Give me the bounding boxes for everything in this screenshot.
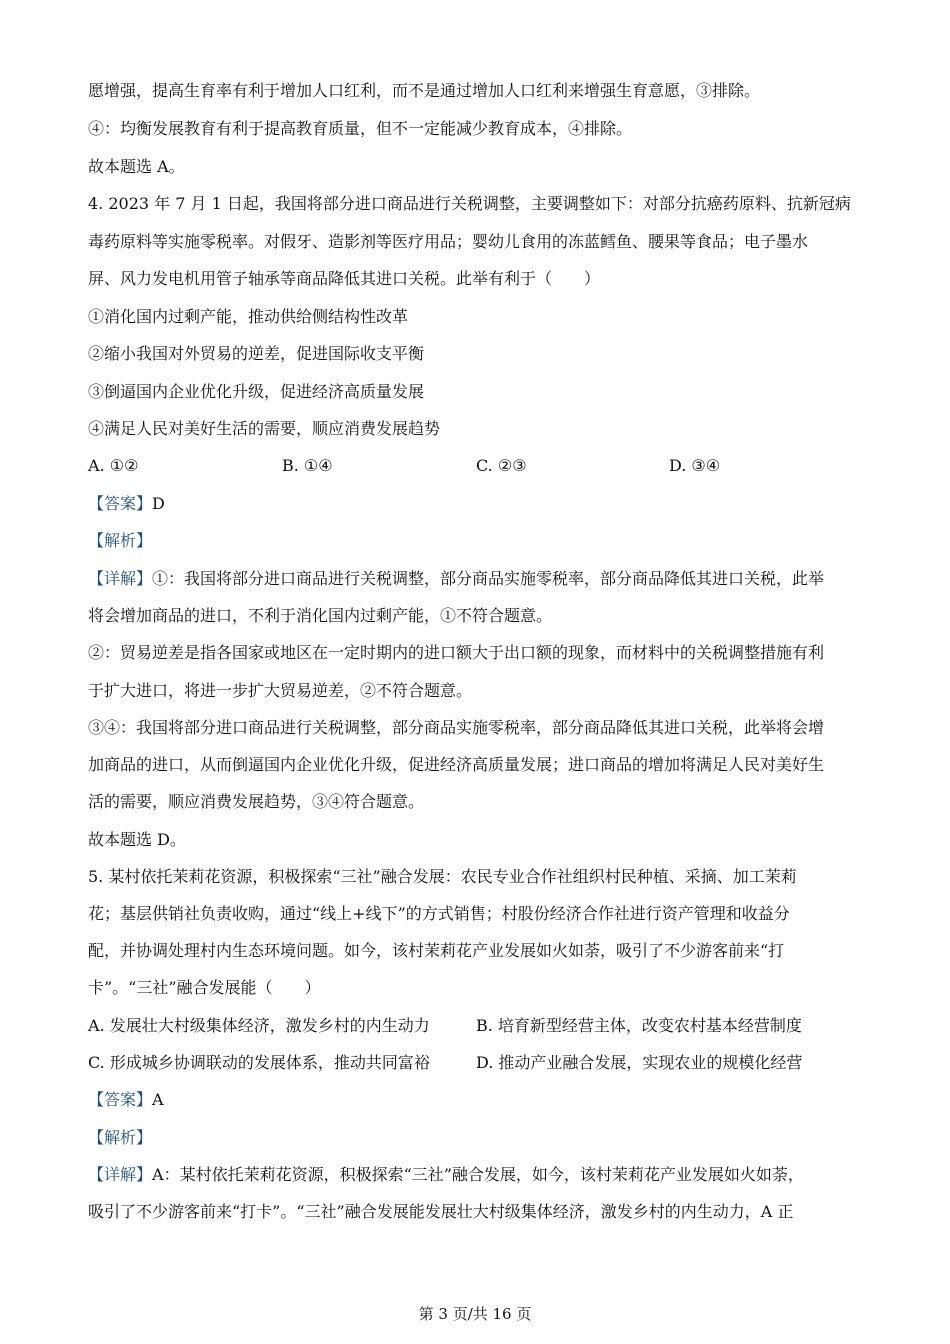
q4-item: ①消化国内过剩产能，推动供给侧结构性改革: [88, 307, 409, 326]
q5-stem-line: 配，并协调处理村内生态环境问题。如今，该村茉莉花产业发展如火如荼，吸引了不少游客前来“打: [88, 941, 785, 960]
q4-detail-line: ③④：我国将部分进口商品进行关税调整，部分商品实施零税率，部分商品降低其进口关税，此举将会增: [88, 718, 825, 737]
q5-detail-line: [88, 1164, 804, 1186]
q5-option-d: D. 推动产业融合发展，实现农业的规模化经营: [476, 1053, 803, 1072]
q5-option-c: C. 形成城乡协调联动的发展体系，推动共同富裕: [88, 1053, 430, 1072]
q5-stem-line: 花；基层供销社负责收购，通过“线上+线下”的方式销售；村股份经济合作社进行资产管理和收益分: [88, 904, 790, 923]
text-line: 故本题选 A。: [88, 157, 185, 176]
text-line: ④：均衡发展教育有利于提高教育质量，但不一定能减少教育成本，④排除。: [88, 119, 633, 138]
q4-item: ④满足人民对美好生活的需要，顺应消费发展趋势: [88, 419, 441, 438]
answer-tag: 【答案】: [88, 494, 153, 513]
q5-analysis: [88, 1127, 152, 1149]
q4-detail-line: [88, 568, 824, 590]
answer-value: A: [152, 1090, 164, 1109]
detail-text: ①：我国将部分进口商品进行关税调整，部分商品实施零税率，部分商品降低其进口关税，此举: [152, 569, 825, 588]
q4-analysis: [88, 530, 152, 552]
detail-tag: 【详解】: [88, 1165, 153, 1184]
q5-option-b: B. 培育新型经营主体，改变农村基本经营制度: [476, 1016, 802, 1035]
q4-item: ③倒逼国内企业优化升级，促进经济高质量发展: [88, 382, 425, 401]
analysis-tag: 【解析】: [88, 1128, 153, 1147]
q4-detail-line: 活的需要，顺应消费发展趋势，③④符合题意。: [88, 792, 425, 811]
q4-option-a: A. ①②: [88, 456, 139, 475]
q4-detail-line: 加商品的进口，从而倒逼国内企业优化升级，促进经济高质量发展；进口商品的增加将满足人民对美好生: [88, 755, 825, 774]
q4-option-c: C. ②③: [476, 456, 527, 475]
answer-value: D: [152, 494, 165, 513]
q4-stem-line: 毒药原料等实施零税率。对假牙、造影剂等医疗用品；婴幼儿食用的冻蓝鳕鱼、腰果等食品；电子墨水: [88, 232, 809, 251]
q5-detail-line: 吸引了不少游客前来“打卡”。“三社”融合发展能发展壮大村级集体经济，激发乡村的内生动力，A 正: [88, 1202, 794, 1221]
detail-text: A：某村依托茉莉花资源，积极探索“三社”融合发展，如今，该村茉莉花产业发展如火如荼，: [152, 1165, 804, 1184]
q4-detail-line: 将会增加商品的进口，不利于消化国内过剩产能，①不符合题意。: [88, 606, 553, 625]
q4-detail-line: 故本题选 D。: [88, 830, 186, 849]
q4-answer: [88, 493, 165, 515]
q4-option-b: B. ①④: [282, 456, 333, 475]
page-number: 第 3 页/共 16 页: [418, 1305, 532, 1323]
q5-answer: [88, 1089, 164, 1111]
answer-tag: 【答案】: [88, 1090, 153, 1109]
q4-option-d: D. ③④: [669, 456, 721, 475]
q5-stem-line: 5. 某村依托茉莉花资源，积极探索“三社”融合发展：农民专业合作社组织村民种植、采摘、加工茉莉: [88, 867, 797, 886]
q5-option-a: A. 发展壮大村级集体经济，激发乡村的内生动力: [88, 1016, 430, 1035]
detail-tag: 【详解】: [88, 569, 153, 588]
q4-stem-line: 4. 2023 年 7 月 1 日起，我国将部分进口商品进行关税调整，主要调整如下：对部分抗癌药原料、抗新冠病: [88, 194, 851, 213]
q4-item: ②缩小我国对外贸易的逆差，促进国际收支平衡: [88, 344, 425, 363]
analysis-tag: 【解析】: [88, 531, 153, 550]
q5-stem-line: 卡”。“三社”融合发展能（ ）: [88, 978, 321, 997]
q4-detail-line: 于扩大进口，将进一步扩大贸易逆差，②不符合题意。: [88, 681, 473, 700]
q4-stem-line: 屏、风力发电机用管子轴承等商品降低其进口关税。此举有利于（ ）: [88, 269, 601, 288]
q4-detail-line: ②：贸易逆差是指各国家或地区在一定时期内的进口额大于出口额的现象，而材料中的关税调整措施有利: [88, 643, 825, 662]
text-line: 愿增强，提高生育率有利于增加人口红利，而不是通过增加人口红利来增强生育意愿，③排除。: [88, 81, 761, 100]
